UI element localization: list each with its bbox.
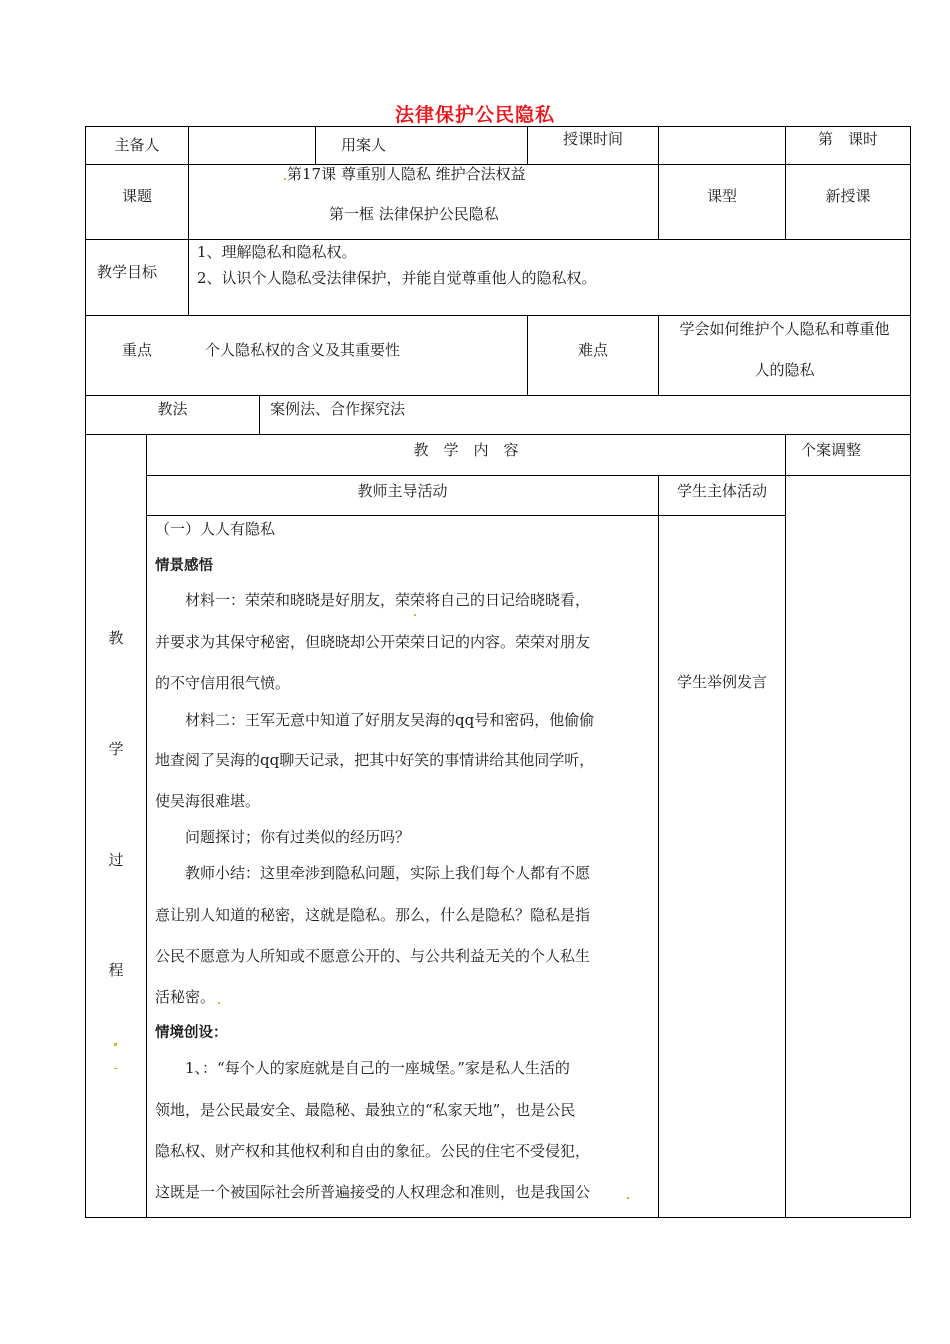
row-divider xyxy=(85,315,911,316)
content-line: 公民不愿意为人所知或不愿意公开的、与公共利益无关的个人私生 xyxy=(155,947,591,965)
row-divider xyxy=(146,475,911,476)
col-divider xyxy=(658,126,659,239)
side-char: 教 xyxy=(108,629,124,647)
content-line: 1、：“每个人的家庭就是自己的一座城堡。”家是私人生活的 xyxy=(155,1059,570,1077)
table-border-right xyxy=(910,126,911,1218)
topic-line-1: 第17课 尊重别人隐私 维护合法权益 xyxy=(287,165,526,183)
content-line: 问题探讨；你有过类似的经历吗？ xyxy=(155,828,411,846)
decorative-dot xyxy=(627,1197,629,1199)
period-label: 第 课时 xyxy=(817,130,878,148)
content-line: 使吴海很难堪。 xyxy=(155,792,261,810)
row-divider xyxy=(85,434,911,435)
decorative-dot xyxy=(284,178,286,180)
col-divider xyxy=(658,475,659,1218)
side-char: 过 xyxy=(108,851,124,869)
side-char: 学 xyxy=(108,740,124,758)
topic-label: 课题 xyxy=(121,187,152,205)
difficulty-label: 难点 xyxy=(577,341,608,359)
method-label: 教法 xyxy=(157,400,188,418)
content-line: 地查阅了吴海的qq聊天记录，把其中好笑的事情讲给其他同学听， xyxy=(155,751,595,769)
key-label: 重点 xyxy=(121,341,152,359)
difficulty-line-2: 人的隐私 xyxy=(754,361,815,379)
row-divider xyxy=(85,395,911,396)
adjust-header: 个案调整 xyxy=(800,441,861,459)
type-label: 课型 xyxy=(706,187,737,205)
content-line: 活秘密。 xyxy=(155,988,216,1006)
content-header: 教 学 内 容 xyxy=(413,441,519,459)
content-heading: 情景感悟 xyxy=(155,558,213,574)
content-line: 并要求为其保守秘密，但晓晓却公开荣荣日记的内容。荣荣对朋友 xyxy=(155,633,591,651)
time-label: 授课时间 xyxy=(562,130,623,148)
decorative-dot xyxy=(114,1043,117,1046)
table-border-top xyxy=(85,126,911,127)
content-line: 材料一：荣荣和晓晓是好朋友，荣荣将自己的日记给晓晓看， xyxy=(155,591,591,609)
col-divider xyxy=(188,126,189,315)
document-title: 法律保护公民隐私 xyxy=(394,104,555,126)
content-line: 意让别人知道的秘密，这就是隐私。那么，什么是隐私？隐私是指 xyxy=(155,906,591,924)
content-line: 领地，是公民最安全、最隐秘、最独立的“私家天地”，也是公民 xyxy=(155,1101,576,1119)
user-label: 用案人 xyxy=(340,136,386,154)
content-line: 的不守信用很气愤。 xyxy=(155,674,291,692)
preparer-label: 主备人 xyxy=(114,136,160,154)
goal-item: 1、理解隐私和隐私权。 xyxy=(197,243,357,261)
student-activity: 学生举例发言 xyxy=(676,673,767,691)
key-value: 个人隐私权的含义及其重要性 xyxy=(205,341,401,359)
teacher-header: 教师主导活动 xyxy=(357,482,448,500)
content-line: 隐私权、财产权和其他权利和自由的象征。公民的住宅不受侵犯， xyxy=(155,1142,591,1160)
content-line: （一）人人有隐私 xyxy=(155,520,276,538)
method-value: 案例法、合作探究法 xyxy=(270,400,406,418)
side-char: 程 xyxy=(108,961,124,979)
type-value: 新授课 xyxy=(825,187,871,205)
goal-label: 教学目标 xyxy=(96,263,157,281)
decorative-dot xyxy=(114,1068,117,1069)
col-divider xyxy=(259,395,260,434)
decorative-dot xyxy=(414,614,416,616)
row-divider xyxy=(146,515,786,516)
topic-line-2: 第一框 法律保护公民隐私 xyxy=(329,205,499,223)
content-line: 材料二：王军无意中知道了好朋友吴海的qq号和密码，他偷偷 xyxy=(155,711,595,729)
col-divider xyxy=(146,434,147,1218)
student-header: 学生主体活动 xyxy=(676,482,767,500)
content-line: 教师小结：这里牵涉到隐私问题，实际上我们每个人都有不愿 xyxy=(155,864,591,882)
decorative-dot xyxy=(218,1002,220,1004)
col-divider xyxy=(785,434,786,1218)
row-divider xyxy=(85,239,911,240)
content-line: 这既是一个被国际社会所普遍接受的人权理念和准则，也是我国公 xyxy=(155,1183,591,1201)
goal-item: 2、认识个人隐私受法律保护，并能自觉尊重他人的隐私权。 xyxy=(197,269,597,287)
table-border-left xyxy=(85,126,86,1218)
table-border-bottom xyxy=(85,1217,911,1218)
difficulty-line-1: 学会如何维护个人隐私和尊重他 xyxy=(679,320,890,338)
content-heading: 情境创设： xyxy=(155,1025,228,1041)
